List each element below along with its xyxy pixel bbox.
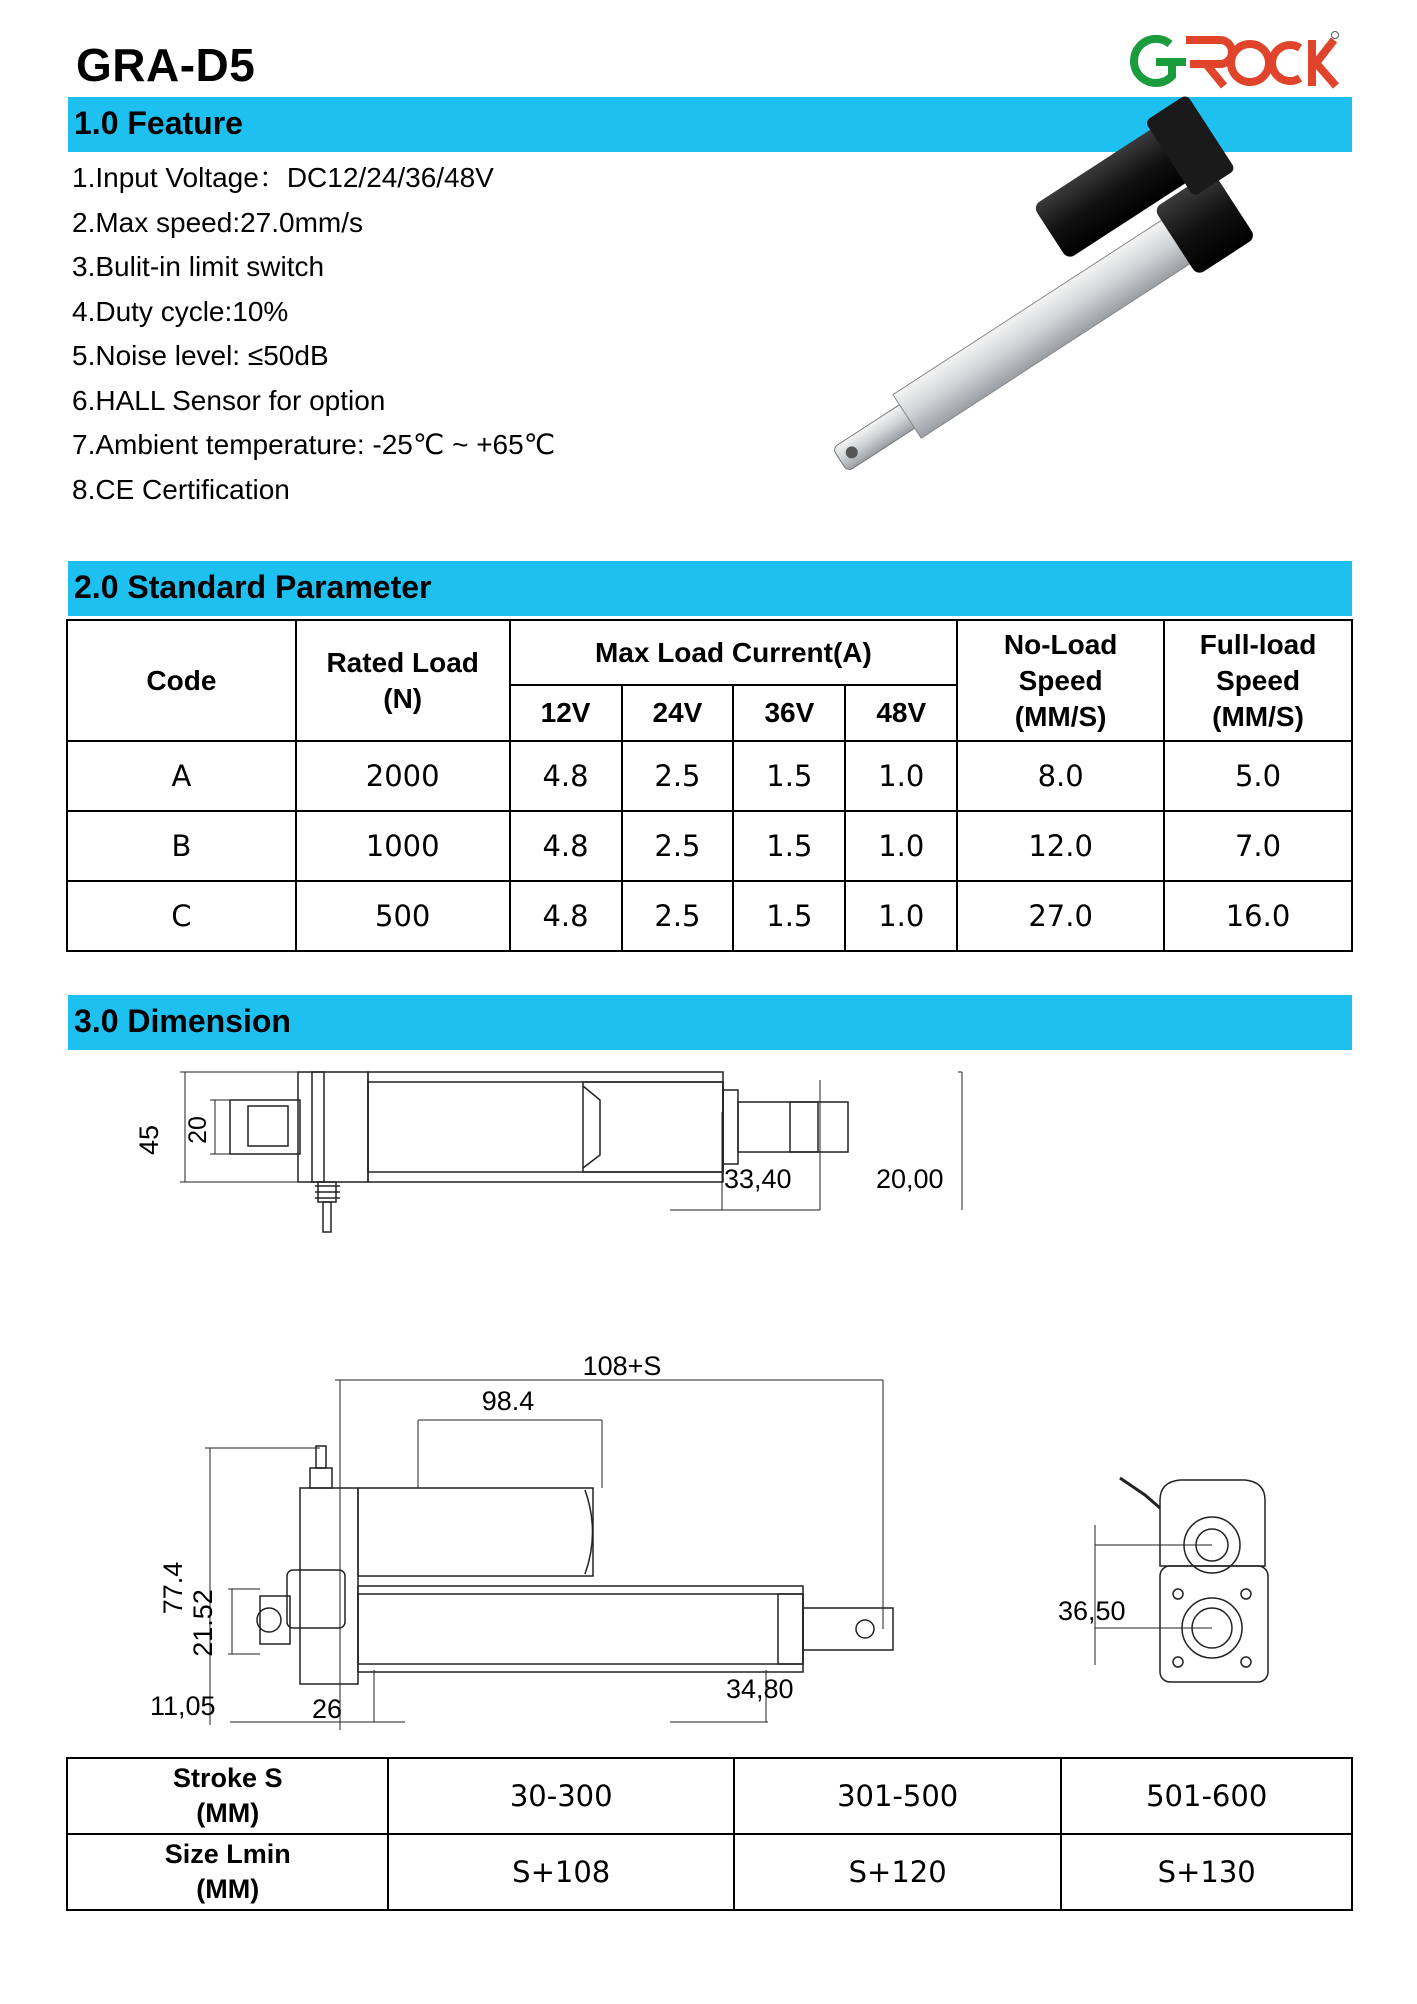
size-cell: S+130 bbox=[1061, 1834, 1352, 1910]
feature-section-title: 1.0 Feature bbox=[74, 105, 243, 141]
load-cell: 500 bbox=[296, 881, 510, 951]
stroke-size-table bbox=[66, 1757, 1353, 1911]
current-cell: 1.5 bbox=[733, 811, 845, 881]
side-view-drawing bbox=[130, 1340, 960, 1740]
dim-77-4: 77.4 bbox=[158, 1561, 188, 1615]
size-cell: S+108 bbox=[388, 1834, 733, 1910]
current-cell: 1.5 bbox=[733, 881, 845, 951]
dim-33-40: 33,40 bbox=[724, 1164, 792, 1194]
feature-item: 1.Input Voltage：DC12/24/36/48V bbox=[72, 162, 494, 193]
voltage-header-36v: 36V bbox=[733, 685, 845, 741]
feature-list bbox=[72, 156, 555, 512]
code-cell: A bbox=[67, 741, 296, 811]
actuator-product-image bbox=[800, 160, 1360, 520]
rated-load-header: Rated Load (N) bbox=[296, 620, 510, 741]
no-load-cell: 8.0 bbox=[957, 741, 1164, 811]
dim-11-05: 11,05 bbox=[150, 1691, 216, 1721]
parameter-section-bar bbox=[68, 561, 1352, 616]
feature-item: 2.Max speed:27.0mm/s bbox=[72, 206, 364, 238]
dim-108-s: 108+S bbox=[582, 1351, 662, 1381]
parameter-section-title: 2.0 Standard Parameter bbox=[74, 569, 432, 605]
code-header: Code bbox=[67, 620, 296, 741]
current-cell: 4.8 bbox=[510, 741, 622, 811]
no-load-cell: 27.0 bbox=[957, 881, 1164, 951]
code-cell: C bbox=[67, 881, 296, 951]
dim-45: 45 bbox=[134, 1124, 164, 1156]
current-cell: 1.0 bbox=[845, 741, 957, 811]
dim-21-52: 21.52 bbox=[188, 1589, 218, 1657]
dimension-section-bar bbox=[68, 995, 1352, 1050]
dim-20-00: 20,00 bbox=[876, 1164, 944, 1194]
stroke-range-cell: 30-300 bbox=[388, 1758, 733, 1834]
stroke-range-cell: 501-600 bbox=[1061, 1758, 1352, 1834]
feature-item: 8.CE Certification bbox=[72, 473, 290, 505]
no-load-speed-header: No-Load Speed (MM/S) bbox=[957, 620, 1164, 741]
full-load-cell: 7.0 bbox=[1164, 811, 1352, 881]
dim-98-4: 98.4 bbox=[481, 1386, 535, 1416]
full-load-cell: 16.0 bbox=[1164, 881, 1352, 951]
dimension-section-title: 3.0 Dimension bbox=[74, 1003, 291, 1039]
table-row bbox=[67, 881, 1352, 951]
table-row bbox=[67, 1834, 1352, 1910]
feature-item: 7.Ambient temperature: -25℃ ~ +65℃ bbox=[72, 429, 556, 460]
dim-26: 26 bbox=[312, 1694, 343, 1724]
current-cell: 2.5 bbox=[622, 881, 734, 951]
voltage-header-12v: 12V bbox=[510, 685, 622, 741]
size-lmin-label: Size Lmin (MM) bbox=[67, 1834, 388, 1910]
no-load-cell: 12.0 bbox=[957, 811, 1164, 881]
feature-item: 3.Bulit-in limit switch bbox=[72, 251, 325, 282]
table-row bbox=[67, 741, 1352, 811]
top-view-drawing bbox=[134, 1060, 1020, 1240]
current-cell: 4.8 bbox=[510, 881, 622, 951]
g-rock-logo bbox=[1128, 28, 1340, 96]
size-cell: S+120 bbox=[734, 1834, 1061, 1910]
load-cell: 2000 bbox=[296, 741, 510, 811]
current-cell: 1.0 bbox=[845, 811, 957, 881]
feature-item: 6.HALL Sensor for option bbox=[72, 384, 386, 416]
dim-20: 20 bbox=[184, 1116, 212, 1144]
stroke-label: Stroke S (MM) bbox=[67, 1758, 388, 1834]
table-row bbox=[67, 811, 1352, 881]
code-cell: B bbox=[67, 811, 296, 881]
current-cell: 2.5 bbox=[622, 741, 734, 811]
full-load-cell: 5.0 bbox=[1164, 741, 1352, 811]
voltage-header-24v: 24V bbox=[622, 685, 734, 741]
feature-item: 5.Noise level: ≤50dB bbox=[72, 340, 329, 371]
product-title: GRA-D5 bbox=[76, 39, 256, 91]
current-cell: 4.8 bbox=[510, 811, 622, 881]
load-cell: 1000 bbox=[296, 811, 510, 881]
table-row bbox=[67, 1758, 1352, 1834]
current-cell: 1.5 bbox=[733, 741, 845, 811]
current-cell: 1.0 bbox=[845, 881, 957, 951]
feature-item: 4.Duty cycle:10% bbox=[72, 295, 289, 327]
max-current-header: Max Load Current(A) bbox=[510, 620, 958, 685]
stroke-range-cell: 301-500 bbox=[734, 1758, 1061, 1834]
standard-parameter-table bbox=[66, 619, 1353, 952]
voltage-header-48v: 48V bbox=[845, 685, 957, 741]
end-view-drawing bbox=[1040, 1470, 1340, 1700]
current-cell: 2.5 bbox=[622, 811, 734, 881]
dim-34-80: 34,80 bbox=[726, 1674, 794, 1704]
full-load-speed-header: Full-load Speed (MM/S) bbox=[1164, 620, 1352, 741]
dim-36-50: 36,50 bbox=[1058, 1596, 1126, 1626]
